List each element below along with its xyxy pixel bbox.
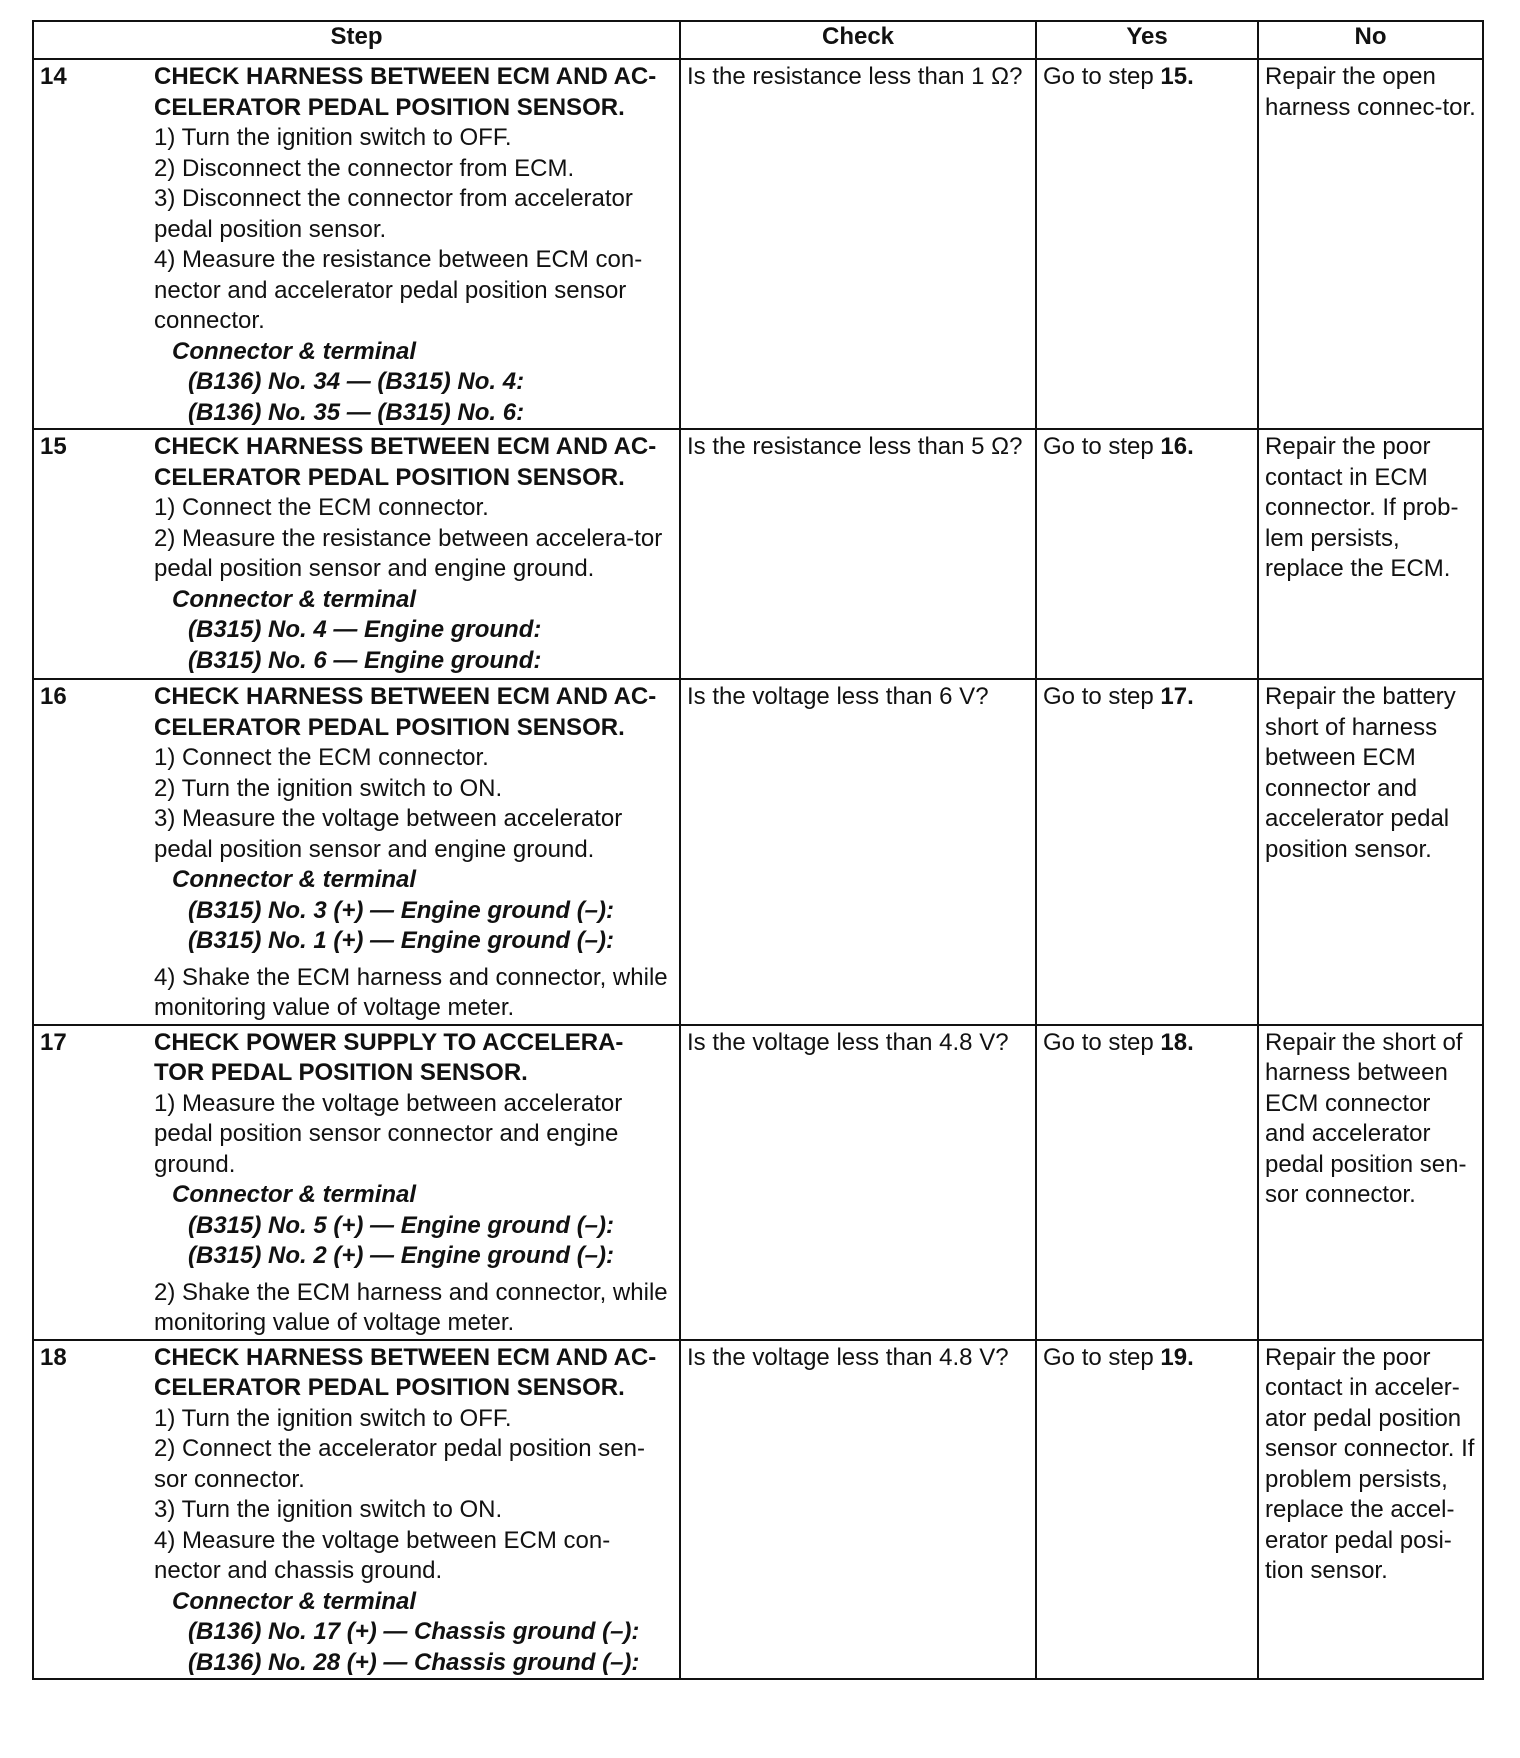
step-number: 15 (33, 429, 148, 679)
table-row (33, 679, 1483, 1025)
procedure-line: 2) Shake the ECM harness and connector, while monitoring value of voltage meter. (154, 1278, 668, 1336)
next-step-number: 18. (1160, 1028, 1194, 1056)
next-step-number: 19. (1160, 1343, 1194, 1371)
procedure-line: 4) Measure the voltage between ECM con-nector and chassis ground. (154, 1526, 611, 1584)
check-question: Is the resistance less than 1 Ω? (680, 59, 1036, 429)
next-step-number: 15. (1160, 63, 1194, 90)
step-number: 18 (33, 1340, 148, 1680)
check-question: Is the voltage less than 4.8 V? (680, 1340, 1036, 1680)
procedure-line: 4) Measure the resistance between ECM con-nector and accelerator pedal position sensor connector. (154, 246, 643, 334)
header-yes: Yes (1036, 21, 1258, 59)
connector-terminal-label: Connector & terminal (172, 1587, 417, 1615)
check-question: Is the voltage less than 4.8 V? (680, 1025, 1036, 1340)
terminal-spec: (B315) No. 4 — Engine ground: (188, 616, 542, 643)
step-title: CHECK HARNESS BETWEEN ECM AND AC-CELERATOR PEDAL POSITION SENSOR. (154, 433, 657, 491)
terminal-spec: (B315) No. 1 (+) — Engine ground (–): (188, 927, 615, 954)
step-instructions (148, 1025, 680, 1340)
header-check: Check (680, 21, 1036, 59)
yes-action-text: Go to step (1043, 1343, 1161, 1371)
header-no: No (1258, 21, 1483, 59)
terminal-spec: (B315) No. 3 (+) — Engine ground (–): (188, 896, 615, 924)
yes-action-text: Go to step (1043, 683, 1161, 710)
yes-action-text: Go to step (1043, 433, 1161, 460)
no-action: Repair the poor contact in ECM connector. If prob-lem persists, replace the ECM. (1258, 429, 1483, 679)
procedure-line: 2) Connect the accelerator pedal position sen-sor connector. (154, 1435, 645, 1493)
yes-action-text: Go to step (1043, 1028, 1161, 1056)
yes-action (1036, 1340, 1258, 1680)
connector-terminal-label: Connector & terminal (172, 1181, 417, 1208)
procedure-line: 2) Disconnect the connector from ECM. (154, 154, 575, 182)
next-step-number: 16. (1160, 433, 1194, 460)
step-instructions (148, 59, 680, 429)
step-title: CHECK HARNESS BETWEEN ECM AND AC-CELERATOR PEDAL POSITION SENSOR. (154, 683, 657, 741)
connector-terminal-label: Connector & terminal (172, 585, 417, 613)
no-action: Repair the short of harness between ECM connector and accelerator pedal position sen-sor connector. (1258, 1025, 1483, 1340)
terminal-spec: (B136) No. 28 (+) — Chassis ground (–): (188, 1648, 640, 1676)
procedure-line: 2) Measure the resistance between accelera-tor pedal position sensor and engine ground. (154, 524, 663, 582)
procedure-line: 2) Turn the ignition switch to ON. (154, 774, 503, 802)
procedure-line: 3) Disconnect the connector from accelerator pedal position sensor. (154, 185, 633, 243)
procedure-line: 3) Turn the ignition switch to ON. (154, 1496, 503, 1523)
diagnostic-table (32, 20, 1484, 1680)
terminal-spec: (B136) No. 35 — (B315) No. 6: (188, 398, 525, 426)
table-body (33, 59, 1483, 1679)
step-number: 17 (33, 1025, 148, 1340)
yes-action (1036, 429, 1258, 679)
procedure-line: 3) Measure the voltage between accelerator pedal position sensor and engine ground. (154, 805, 623, 863)
check-question: Is the resistance less than 5 Ω? (680, 429, 1036, 679)
step-number: 16 (33, 679, 148, 1025)
table-row (33, 1340, 1483, 1680)
step-instructions (148, 679, 680, 1025)
table-row (33, 429, 1483, 679)
procedure-line: 1) Connect the ECM connector. (154, 494, 489, 521)
terminal-spec: (B136) No. 17 (+) — Chassis ground (–): (188, 1618, 640, 1645)
terminal-spec: (B136) No. 34 — (B315) No. 4: (188, 368, 525, 395)
procedure-line: 1) Turn the ignition switch to OFF. (154, 1404, 512, 1432)
step-title: CHECK POWER SUPPLY TO ACCELERA-TOR PEDAL POSITION SENSOR. (154, 1028, 624, 1086)
yes-action-text: Go to step (1043, 63, 1161, 90)
no-action: Repair the open harness connec-tor. (1258, 59, 1483, 429)
step-title: CHECK HARNESS BETWEEN ECM AND AC-CELERATOR PEDAL POSITION SENSOR. (154, 63, 657, 121)
procedure-line: 4) Shake the ECM harness and connector, while monitoring value of voltage meter. (154, 963, 668, 1021)
yes-action (1036, 59, 1258, 429)
yes-action (1036, 1025, 1258, 1340)
step-number: 14 (33, 59, 148, 429)
procedure-line: 1) Connect the ECM connector. (154, 744, 489, 771)
procedure-line: 1) Measure the voltage between accelerator pedal position sensor connector and engine ground. (154, 1089, 623, 1178)
connector-terminal-label: Connector & terminal (172, 337, 417, 365)
procedure-line: 1) Turn the ignition switch to OFF. (154, 124, 512, 151)
next-step-number: 17. (1160, 683, 1194, 710)
yes-action (1036, 679, 1258, 1025)
table-header (33, 21, 1483, 59)
table-row (33, 59, 1483, 429)
no-action: Repair the poor contact in acceler-ator pedal position sensor connector. If problem persists, replace the accel-erator pedal posi-tion sensor. (1258, 1340, 1483, 1680)
step-instructions (148, 429, 680, 679)
terminal-spec: (B315) No. 6 — Engine ground: (188, 646, 542, 674)
check-question: Is the voltage less than 6 V? (680, 679, 1036, 1025)
table-row (33, 1025, 1483, 1340)
connector-terminal-label: Connector & terminal (172, 866, 417, 893)
terminal-spec: (B315) No. 2 (+) — Engine ground (–): (188, 1242, 615, 1269)
terminal-spec: (B315) No. 5 (+) — Engine ground (–): (188, 1211, 615, 1239)
no-action: Repair the battery short of harness between ECM connector and accelerator pedal position sensor. (1258, 679, 1483, 1025)
header-step: Step (33, 21, 680, 59)
step-title: CHECK HARNESS BETWEEN ECM AND AC-CELERATOR PEDAL POSITION SENSOR. (154, 1343, 657, 1401)
step-instructions (148, 1340, 680, 1680)
